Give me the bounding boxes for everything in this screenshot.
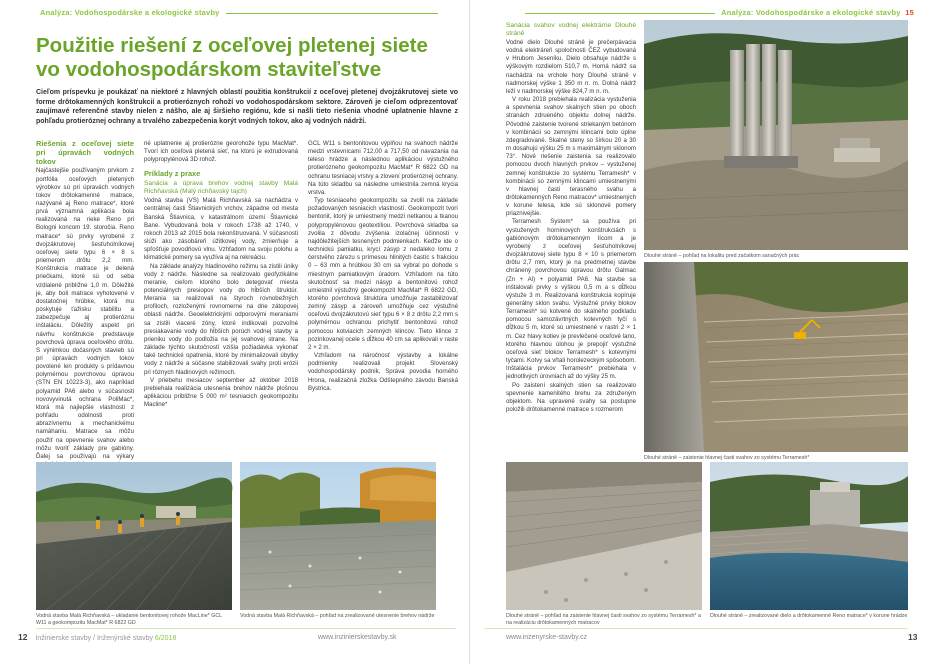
text-column-1 — [36, 139, 134, 460]
right-page — [470, 0, 940, 664]
paragraph: Vodná stavba (VS) Malá Richňavská sa nachádza v centrálnej časti Štiavnických vrchov, západne od mesta Banská Štiavnica, v katastrálnom území Štiavnické Bane. Vybudovaná bola v rokoch 1738 až 1740, v rokoch 2013 až 2015 bola rekonštruovaná. V súčasnosti slúži ako zásobáreň úžitkovej vody, zmierňuje a spľošťuje povodňovú vlnu. Vzhľadom na svoju polohu a klimatické pomery sa využíva aj na rekreáciu. — [144, 197, 298, 262]
left-footer — [18, 632, 176, 642]
photo-b-illustration — [240, 462, 436, 610]
paragraph: Na základe analýzy hladinového režimu sa zistili úniky vody z nádrže. Následne sa realizovalo geofyzikálne meranie, cieľom ktorého bolo detegovať miesta potenciálnych presiopov vody do hĺbších štruktúr. Merania sa realizovali na štyroch rovnobežných profiloch, rozloženými rovnomerne na dne zátopovej oblasti nádrže. Geoelektrickými odporovými meraniami sa zistili viaceré zóny, ktoré indikovali pozvoľné presiakavanie vody do hĺbších porúch vodnej stavby a prieniku vody do podložia na jej svahovej strane. Na základe týchto skutočností vzišla požiadavka vykonať také technické opatrenia, ktoré by minimalizovali úbytky vody z nádrže a súčasne stabilizovali svahy proti erózii pri rôznych hladinových režimoch. — [144, 262, 298, 376]
right-page-number: 13 — [908, 632, 918, 642]
caption-photo-c: Dlouhé stráně – pohľad na lokalitu pred začatkom sanačných prác — [644, 253, 800, 259]
section-heading-1: Riešenia z oceľovej siete pri úpravách vodných tokov — [36, 139, 134, 166]
paragraph: GCL W11 s bentonitovou výplňou na svahoch nádrže medzi vrstevnicami 712,00 a 717,50 od navazania na teleso hrádze a následnou aplikáciou výstužného protierózneho geokompozitu MacMat* R 6822 GD na ochranu tesniacej vrstvy a zlovení protieróznej ochrany. Na túto skladbu sa následne umiestnila zemná krycia vrstva. — [308, 140, 458, 196]
right-runhead-text: Analýza: Vodohospodárske a ekologické stavby — [721, 8, 901, 17]
photo-d-illustration — [644, 262, 908, 452]
paragraph: Po zaistení skalných stien sa realizovalo spevnenie kamenitého brehu za združeným objektom. Na upravené svahy sa postupne položili drôtokamenné matrace s rozmerom — [506, 381, 636, 414]
caption-photo-e: Dlouhé stráně – pohľad na zaistenie hlavnej časti svahov zo systému Terramesh* a na realizáciu drôtokamenných matracov — [506, 613, 701, 626]
issue-number: 6/2018 — [154, 635, 177, 642]
left-page-number: 12 — [18, 632, 28, 642]
article-lead: Cieľom príspevku je poukázať na niektoré z hlavných oblastí použitia konštrukcií z oceľovej pletenej dvojzákrutovej siete vo forme drôtokamenných konštrukcií a protieróznych rohoží vo vodohospodárskom sektore. Zároveň je cieľom odprezentovať zaujímavé referenčné stavby nielen z nášho, ale aj širšieho regiónu, kde si našli tieto riešenia vhodné uplatnenie hlavne z pohľadu protieróznej ochrany a trvalého zabezpečenia korýt vodných tokov, ako aj vodných nádrží. — [36, 89, 458, 125]
title-line-2: vo vodohospodárskom staviteľstve — [36, 58, 382, 81]
header-rule — [525, 13, 715, 14]
paragraph: né uplatnenie aj protierózne georohože typu MacMat*. Tvorí ich oceľová pletená sieť, na ktorú je extrudovaná polypropylénová 3D rohož. — [144, 140, 298, 164]
text-column-2 — [144, 140, 298, 454]
paragraph: Najčastejšie používaným prvkom z portfólia oceľových pletených výrobkov sú pri úpravách vodných tokov drôtokamenné matrace, nazývané aj Reno matrace*, ktoré prvá významná aplikácia bola realizovaná na rieke Reno pri Bologni koncom 19. storočia. Reno matrace* sú prvky vyrobené z dvojzákrutovej šesťuholníkovej oceľovej siete typu 6 × 8 s priemerom drôtu 2,2 mm. Konštrukcia matrace je delená priečkami, ktoré sú od seba vzdialené približne 1,0 m. Dôležité je, aby boli matrace vyhotovené v dostatočnej hrúbke, ktorá mu poskytuje ťažisku stabilitu a zabezpečuje aj protieróznu inštaláciu. Dôležitý aspekt pri návrhu konštrukcie predstavuje povrchová úprava oceľového drôtu. S výnimkou dočasných stavieb sú pri úpravách vodných tokov povolené len produkty s prídavnou polymérnou povrchovou úpravou (STN EN 10223-3), ako napríklad polyamid PA6 alebo v súčasnosti novovyvinutá ochrana PoliMac*, ktorá má najlepšie vlastnosti z pohľadu odolnosti proti abrazívnemu a mechanickému namáhaniu. Matrace sa môžu použiť na opevnenie svahov alebo môžu tvoriť základy pre gabióny. Ďalej sa používajú na výkary — [36, 167, 134, 460]
subheading-mala-richnavska: Sanácia a úprava brehov vodnej stavby Malá Richňavská (Malý richňavský tajch) — [144, 180, 298, 196]
photo-f-illustration — [710, 462, 908, 610]
title-line-1: Použitie riešení z oceľovej pletenej siete — [36, 34, 428, 57]
photo-completed-dam-crest — [710, 462, 908, 610]
magazine-name: Inžinierske stavby / Inženýrské stavby — [35, 635, 153, 642]
section-heading-examples: Príklady z praxe — [144, 169, 201, 179]
photo-c-illustration — [644, 20, 908, 250]
photo-a-illustration — [36, 462, 232, 610]
photo-bentonite-installation — [36, 462, 232, 610]
right-footer-rule — [484, 628, 908, 629]
paragraph: V priebehu mesiacov september až október 2018 prebiehala realizácia utesnenia brehov nádrže plošnou aplikáciou približne 5 000 m² tesniacich geokompozitu Macline* — [144, 376, 298, 409]
article-title — [36, 34, 456, 82]
paragraph: Vzhľadom na náročnosť výstavby a lokálne podmienky realizovali projekt Slovenský vodohospodársky podnik, Správa povodia horného Hrona, realizačná zložka Odštepného závodu Banská Bystrica. — [308, 352, 458, 392]
subheading-dlouhe-strane: Sanácia svahov vodnej elektrárne Dlouhé stráně — [506, 22, 636, 37]
header-rule — [226, 13, 438, 14]
photo-e-illustration — [506, 462, 702, 610]
paragraph: Typ tesniaceho geokompozitu sa zvolil na základe požadovaných tesniacich vlastností. Geokompozit tvorí bentonit, ktorý je umiestnený medzi netkanou a tkanou polypropylénovou geotextíliou. Povrchová skladba sa zvolila z dôvodu zvýšenia izolačnej účinnosti v najdôležitejších tesnených podmienkach. Keďže ide o technickú pamiatku, krycí zásyp z nedaleko lomu z čerstvého zárezu s prímesou hlinitých častíc s frakciou 0 – 63 mm a hrúbkou 30 cm sa vybral po dohode s miestnym pamiatkovým úradom. Vzhľadom na túto skutočnosť sa medzi násyp a bentonitovú rohož umiestnil výstužný geokompozit MacMat* R 6822 GD, ktorého povrchová štruktúra umožňuje zastabilizovať zemný zásyp a zároveň umožňuje cez výstužné oceľovú dvojzákrutovú sieť typu 6 × 8 z drôtu 2,2 mm s polymérnou ochranou prichytiť bentonitovú rohož pomocou kotviacich zemných klincov. Tieto klince z pozinkovanej ocele s dĺžkou 40 cm sa aplikovali v raste 2 × 2 m. — [308, 197, 458, 351]
caption-photo-b: Vodná stavba Malá Richňavská – pohľad na zrealizované utesnenie brehov nádrže — [240, 613, 435, 619]
paragraph: V roku 2018 prebiehala realizácia vystuženia a spevnenia svahov skalných stien po oboch stranách zdrueného objektu dolnej nádrže. Pôvodné zaistenie tvorené striekaným betónom v kombinácii so zemnými klincami bolo úplne zdegradované. Skalné steny so šírkou 20 a 30 m dosahujú výšku 25 m s maximálnym sklonom 73°. Nové riešenie zaistenia sa realizovalo pomocou dvoch hlavných prvkov – vystuženej zemnej konštrukcie zo systému Terramesh* v kombinácii so zemnými klincami umiestnenými v hlavnej časti terasného svahu a drôtokamenných Reno matracov* umiestnených v korune telesa, kde sú sklonové pomery priaznivejšie. — [506, 96, 636, 218]
left-runhead-text: Analýza: Vodohospodárske a ekologické stavby — [40, 8, 220, 17]
photo-sealed-banks — [240, 462, 436, 610]
text-column-3 — [308, 140, 458, 454]
right-footer-website[interactable]: www.inzenyrske-stavby.cz — [506, 634, 588, 641]
caption-photo-d: Dlouhé stráně – zaistenie hlavnej časti svahov zo systému Terramesh* — [644, 455, 810, 461]
photo-site-before-works — [644, 20, 908, 250]
paragraph: Vodné dielo Dlouhé stráně je prečerpávacia vodná elektráreň spoločnosti ČEZ vybudovaná v Hrubom Jeseníku. Dielo obsahuje nádrže s výškovým rozdielom 510,7 m. Horná nádrž sa nachádza na vrchole hory Dlouhé stráně v nadmorskej výške 1 350 m n. m. Dolná nádrž leží v nadmorskej výške 824,7 m n. m. — [506, 39, 636, 95]
right-header-page-number: 15 — [905, 8, 914, 17]
left-running-header — [40, 8, 444, 17]
right-footer — [908, 632, 925, 642]
paragraph: Terramesh System* sa používa pri vystužených horninových konštrukciách s gabiónovým drôtokamenným lícom a je vyrobený z oceľovej šesťuholníkovej dvojzákrutovej siete typu 8 × 10 s priemerom drôtu 2,7 mm, ktorý je na predmetnej stavbe chránený povrchovou úpravou drôtu Galmac (Zn + Al) + polyamid PA6. Na stavbe sa inštalovali prvky s výškou 0,5 m a s dĺžkou výstuže 3 m. Realizovaná konštrukcia kopíruje generálny sklon svahu. Výstužné prvky blokov Terramesh* sú kotvené do skalného podkladu pomocou samozávrtných kotevných tyčí s dĺžkou 5 m, ktoré sú umiestnené v rastri 2 × 1 m. Cez hlavy kotiev je prevlečené oceľové lano, ktorého hlavnou úlohou je prepojiť výstužné oceľová sieť blokov Terramesh* s kotevnými tyčami. Kotvy sa vŕtali horolezeckým spôsobom. Inštalácia prvkov Terramesh* prebiehala v jednotlivých úrovniach až do výšky 25 m. — [506, 218, 636, 381]
caption-photo-a: Vodná stavba Malá Richňavská – ukladanie bentonitovej rohože MacLine* GCL W11 a geokompozitu MacMat* R 6822 GD — [36, 613, 222, 626]
caption-photo-f: Dlouhé stráně – zrealizované dielo a drôtokamenné Reno matrace* v korune hrádze — [710, 613, 908, 619]
left-footer-rule — [36, 628, 456, 629]
right-running-header — [519, 8, 914, 17]
photo-terramesh-reno-mattress — [506, 462, 702, 610]
photo-terramesh-slope — [644, 262, 908, 452]
left-footer-website[interactable]: www.inzinierskestavby.sk — [318, 634, 397, 641]
